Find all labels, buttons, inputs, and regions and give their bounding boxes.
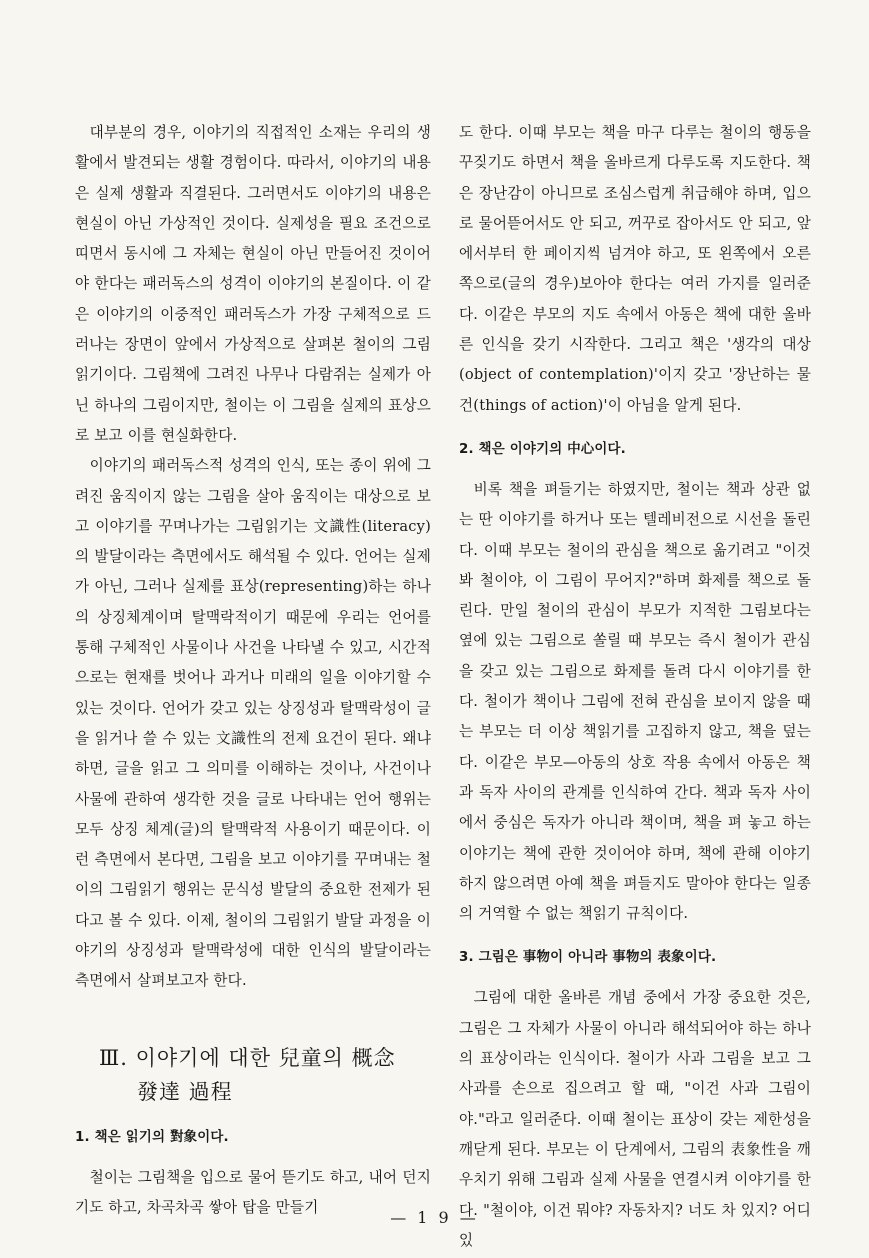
section-heading-line1: Ⅲ. 이야기에 대한 兒童의 概念 (99, 1045, 396, 1070)
body-paragraph: 비록 책을 펴들기는 하였지만, 철이는 책과 상관 없는 딴 이야기를 하거나 또는 텔레비전으로 시선을 돌린다. 이때 부모는 철이의 관심을 책으로 옮기려고 "이것 봐 철이야, 이 그림이 무어지?"하며 화제를 책으로 돌린다. 만일 철이의 관심이 부모가 지적한 그림보다는 옆에 있는 그림으로 쏠릴 때 부모는 즉시 철이가 관심을 갖고 있는 그림으로 화제를 돌려 다시 이야기를 한다. 철이가 책이나 그림에 전혀 관심을 보이지 않을 때는 부모는 더 이상 책읽기를 고집하지 않고, 책을 덮는다. 이같은 부모—아동의 상호 작용 속에서 아동은 책과 독자 사이의 관계를 인식하여 간다. 책과 독자 사이에서 중심은 독자가 아니라 책이며, 책을 펴 놓고 하는 이야기는 책에 관한 것이어야 하며, 책에 관해 이야기하지 않으려면 아예 책을 펴들지도 말아야 한다는 일종의 거역할 수 없는 책읽기 규칙이다. (459, 480, 811, 923)
section-heading (99, 1041, 431, 1109)
body-paragraph: 이야기의 패러독스적 성격의 인식, 또는 종이 위에 그려진 움직이지 않는 그림을 살아 움직이는 대상으로 보고 이야기를 꾸며나가는 그림읽기는 文識性(literacy)의 발달이라는 측면에서도 해석될 수 있다. 언어는 실제가 아닌, 그러나 실제를 표상(representing)하는 하나의 상징체계이며 탈맥락적이기 때문에 우리는 언어를 통해 구체적인 사물이나 사건을 나타낼 수 있고, 시간적으로는 현재를 벗어나 과거나 미래의 일을 이야기할 수 있는 것이다. 언어가 갖고 있는 상징성과 탈맥락성이 글을 읽거나 쓸 수 있는 文識性의 전제 요건이 된다. 왜냐하면, 글을 읽고 그 의미를 이해하는 것이나, 사건이나 사물에 관하여 생각한 것을 글로 나타내는 언어 행위는 모두 상징 체계(글)의 탈맥락적 사용이기 때문이다. 이런 측면에서 본다면, 그림을 보고 이야기를 꾸며내는 철이의 그림읽기 행위는 문식성 발달의 중요한 전제가 된다고 볼 수 있다. 이제, 철이의 그림읽기 발달 과정을 이야기의 상징성과 탈맥락성에 대한 인식의 발달이라는 측면에서 살펴보고자 한다. (75, 457, 431, 990)
page-number: — 1 9 — (390, 1208, 479, 1227)
subheading-2: 2. 책은 이야기의 中心이다. (459, 441, 626, 457)
right-column (459, 118, 811, 1256)
subheading-1: 1. 책은 읽기의 對象이다. (75, 1129, 229, 1145)
body-paragraph: 철이는 그림책을 입으로 물어 뜯기도 하고, 내어 던지기도 하고, 차곡차곡 쌓아 탑을 만들기 (75, 1168, 431, 1216)
left-column (75, 118, 431, 1223)
section-heading-line2: 發達 過程 (137, 1079, 233, 1104)
subheading-3: 3. 그림은 事物이 아니라 事物의 表象이다. (459, 950, 717, 966)
body-paragraph: 그림에 대한 올바른 개념 중에서 가장 중요한 것은, 그림은 그 자체가 사물이 아니라 해석되어야 하는 하나의 표상이라는 인식이다. 철이가 사과 그림을 보고 그 사과를 손으로 집으려고 할 때, "이건 사과 그림이야."라고 일러준다. 이때 철이는 표상이 갖는 제한성을 깨닫게 된다. 부모는 이 단계에서, 그림의 表象性을 깨우치기 위해 그림과 실제 사물을 연결시켜 이야기를 한다. "철이야, 이건 뭐야? 자동차지? 너도 차 있지? 어디 있 (459, 989, 811, 1249)
body-paragraph-continuation: 도 한다. 이때 부모는 책을 마구 다루는 철이의 행동을 꾸짖기도 하면서 책을 올바르게 다루도록 지도한다. 책은 장난감이 아니므로 조심스럽게 취급해야 하며, 입으로 물어뜯어서도 안 되고, 꺼꾸로 잡아서도 안 되고, 앞에서부터 한 페이지씩 넘겨야 하고, 또 왼쪽에서 오른쪽으로(글의 경우)보아야 한다는 여러 가지를 일러준다. 이같은 부모의 지도 속에서 아동은 책에 대한 올바른 인식을 갖기 시작한다. 그리고 책은 '생각의 대상(object of contemplation)'이지 갖고 '장난하는 물건(things of action)'이 아님을 알게 된다. (459, 124, 811, 414)
body-paragraph: 대부분의 경우, 이야기의 직접적인 소재는 우리의 생활에서 발견되는 생활 경험이다. 따라서, 이야기의 내용은 실제 생활과 직결된다. 그러면서도 이야기의 내용은 현실이 아닌 가상적인 것이다. 실제성을 필요 조건으로 띠면서 동시에 그 자체는 현실이 아닌 만들어진 것이어야 한다는 패러독스의 성격이 이야기의 본질이다. 이 같은 이야기의 이중적인 패러독스가 가장 구체적으로 드러나는 장면이 앞에서 가상적으로 살펴본 철이의 그림읽기이다. 그림책에 그려진 나무나 다람쥐는 실제가 아닌 하나의 그림이지만, 철이는 이 그림을 실제의 표상으로 보고 이를 현실화한다. (75, 124, 431, 444)
